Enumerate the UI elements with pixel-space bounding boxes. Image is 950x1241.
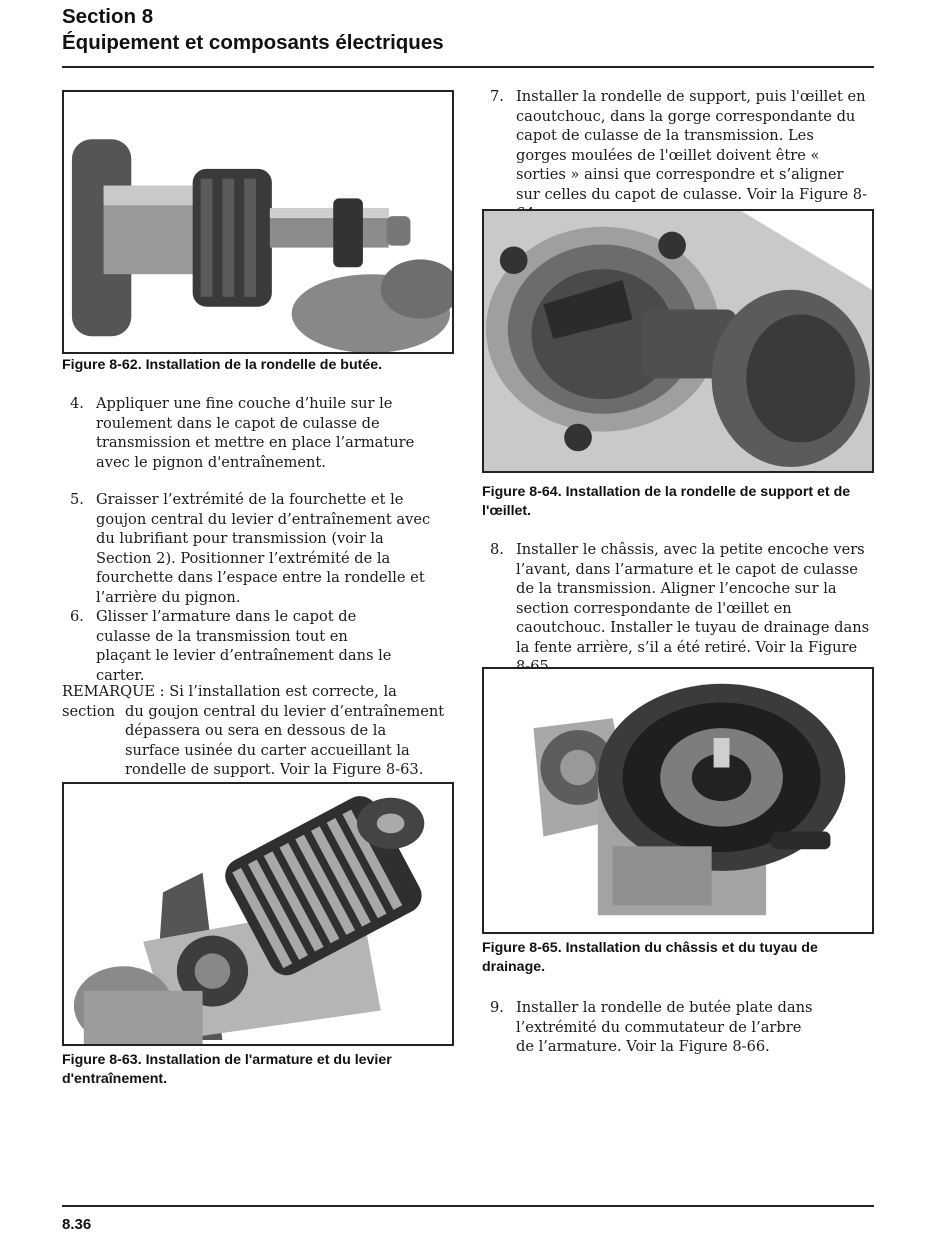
figure-8-65-caption: Figure 8-65. Installation du châssis et du tuyau de drainage. (482, 940, 818, 975)
step-6-number: 6. (70, 608, 84, 625)
step-9-number: 9. (490, 999, 504, 1016)
remark-note (62, 682, 454, 782)
step-6 (62, 607, 454, 684)
step-8-text: Installer le châssis, avec la petite encoche vers l’avant, dans l’armature et le capot de culasse de la transmission. Aligner l’encoche sur la section correspondante de l'œillet en caoutchouc. Installer le tuyau de drainage dans la fente arrière, s’il a été retiré. Voir la Figure (516, 541, 870, 656)
step-9 (482, 998, 874, 1058)
header-rule (62, 66, 874, 68)
figure-8-64-caption: Figure 8-64. Installation de la rondelle de support et de l'œillet. (482, 484, 851, 519)
step-7-number: 7. (490, 88, 504, 105)
figure-8-62-photo (62, 90, 454, 354)
figure-8-63-photo (62, 782, 454, 1046)
figure-8-62-caption: Figure 8-62. Installation de la rondelle de butée. (62, 357, 383, 373)
step-8 (482, 540, 874, 660)
step-5-number: 5. (70, 491, 84, 508)
section-number: Section 8 (62, 5, 154, 28)
remark-lead: REMARQUE : Si l’installation est correcte, la section (62, 683, 397, 720)
step-4-text: Appliquer une fine couche d’huile sur le roulement dans le capot de culasse de transmission et mettre en place l’armature avec le pignon d'entraînement. (96, 395, 415, 471)
figure-8-64-photo (482, 209, 874, 473)
section-title: Équipement et composants électriques (62, 31, 444, 54)
figure-8-63-caption: Figure 8-63. Installation de l'armature et du levier d'entraînement. (62, 1052, 392, 1087)
step-4-number: 4. (70, 395, 84, 412)
step-5 (62, 490, 454, 606)
step-6-text: Glisser l’armature dans le capot de culasse de la transmission tout en plaçant le levier d’entraînement dans le carter. (96, 608, 392, 684)
page-header (62, 4, 874, 56)
step-8-number: 8. (490, 541, 504, 558)
footer-rule (62, 1205, 874, 1207)
figure-8-65-photo (482, 667, 874, 934)
step-5-text: Graisser l’extrémité de la fourchette et le goujon central du levier d’entraînement avec du lubrifiant pour transmission (voir la Section 2). Positionner l’extrémité de la fourchette dans l’espace entre la rondelle et l’arrière du pignon. (96, 491, 431, 606)
step-9-text: Installer la rondelle de butée plate dans l’extrémité du commutateur de l’arbre de l’armature. Voir la Figure 8-66. (516, 999, 813, 1055)
remark-text: du goujon central du levier d’entraînement dépassera ou sera en dessous de la surface usinée du carter accueillant la rondelle de support. Voir la Figure 8-63. (125, 702, 445, 778)
page-number: 8.36 (62, 1216, 92, 1233)
step-4 (62, 394, 454, 474)
step-7-text: Installer la rondelle de support, puis l'œillet en caoutchouc, dans la gorge correspondante du capot de culasse de la transmission. Les gorges moulées de l'œillet doivent être « sorties » ainsi que correspondre et s’aligner sur celles du capot de culasse. Voir la Figure 8- (516, 88, 868, 203)
step-7 (482, 87, 874, 207)
